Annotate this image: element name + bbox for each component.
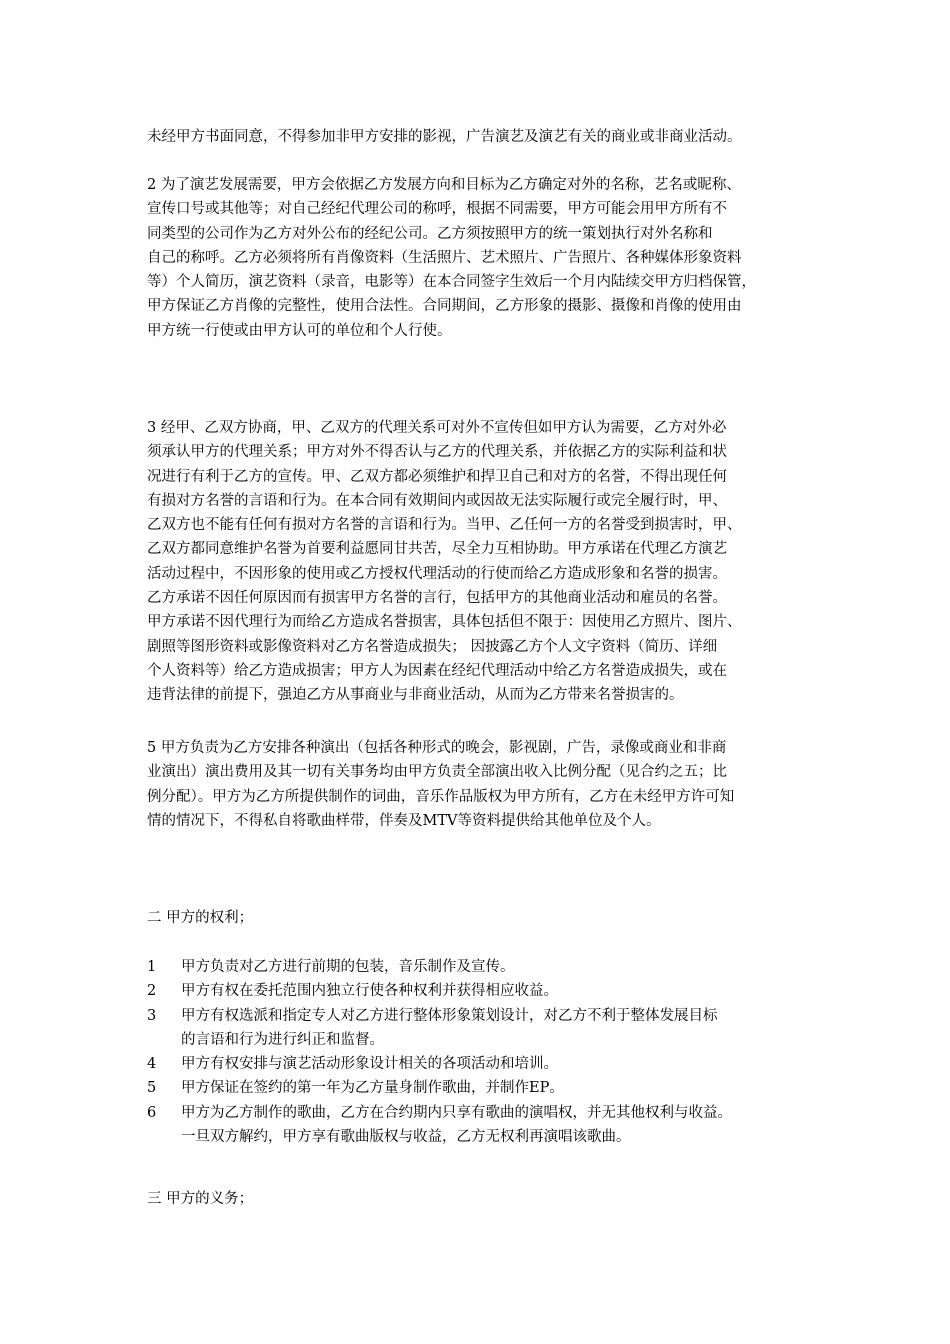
list-item <box>147 1101 827 1150</box>
clause-5-paragraph <box>147 736 827 833</box>
text-line: 自己的称呼。乙方必须将所有肖像资料（生活照片、艺术照片、广告照片、各种媒体形象资料 <box>147 249 742 266</box>
item-text: 一旦双方解约，甲方享有歌曲版权与收益，乙方无权利再演唱该歌曲。 <box>181 1129 631 1146</box>
clause-3-paragraph <box>147 416 827 708</box>
item-number: 4 <box>147 1056 157 1073</box>
item-number: 2 <box>147 983 157 1000</box>
list-item <box>147 979 827 1003</box>
text-line: 剧照等图形资料或影像资料对乙方名誉造成损失； 因披露乙方个人文字资料（简历、详细 <box>147 638 718 655</box>
text-line: 活动过程中，不因形象的使用或乙方授权代理活动的行使而给乙方造成形象和名誉的损害。 <box>147 565 727 582</box>
item-number: 1 <box>147 959 157 975</box>
text-line: 宣传口号或其他等；对自己经纪代理公司的称呼，根据不同需要，甲方可能会用甲方所有不 <box>147 201 727 218</box>
text-line: 等）个人简历，演艺资料（录音，电影等）在本合同签字生效后一个月内陆续交甲方归档保管， <box>147 274 756 291</box>
text-line: 甲方统一行使或由甲方认可的单位和个人行使。 <box>147 322 452 339</box>
rights-list <box>147 955 827 1149</box>
section-2-heading: 二 甲方的权利； <box>147 910 254 926</box>
item-text: 甲方有权安排与演艺活动形象设计相关的各项活动和培训。 <box>181 1056 558 1073</box>
section-3-heading: 三 甲方的义务； <box>147 1191 254 1207</box>
item-number: 6 <box>147 1104 157 1121</box>
text-line: 例分配）。甲方为乙方所提供制作的词曲，音乐作品版权为甲方所有，乙方在未经甲方许可知 <box>147 788 735 805</box>
text-line: 违背法律的前提下，强迫乙方从事商业与非商业活动，从而为乙方带来名誉损害的。 <box>147 687 684 704</box>
text-line: 同类型的公司作为乙方对外公布的经纪公司。乙方须按照甲方的统一策划执行对外名称和 <box>147 225 713 242</box>
text-line: 有损对方名誉的言语和行为。在本合同有效期间内或因故无法实际履行或完全履行时，甲、 <box>147 492 727 509</box>
item-text: 甲方有权在委托范围内独立行使各种权利并获得相应收益。 <box>181 983 558 1000</box>
list-item <box>147 1004 827 1053</box>
item-text: 甲方为乙方制作的歌曲，乙方在合约期内只享有歌曲的演唱权，并无其他权利与收益。 <box>181 1104 732 1121</box>
list-item <box>147 1076 827 1100</box>
text-line: 乙双方都同意维护名誉为首要利益愿同甘共苦，尽全力互相协助。甲方承诺在代理乙方演艺 <box>147 541 727 558</box>
item-text: 甲方有权选派和指定专人对乙方进行整体形象策划设计，对乙方不利于整体发展目标 <box>181 1007 718 1024</box>
text-line: 况进行有利于乙方的宣传。甲、乙双方都必须维护和捍卫自己和对方的名誉，不得出现任何 <box>147 468 727 485</box>
text-line: 5 甲方负责为乙方安排各种演出（包括各种形式的晚会，影视剧，广告，录像或商业和非商 <box>147 740 727 756</box>
text-line: 业演出）演出费用及其一切有关事务均由甲方负责全部演出收入比例分配（见合约之五；比 <box>147 764 727 781</box>
text-line: 个人资料等）给乙方造成损害；甲方人为因素在经纪代理活动中给乙方名誉造成损失，或在 <box>147 662 727 679</box>
list-item <box>147 1052 827 1076</box>
text-line: 须承认甲方的代理关系；甲方对外不得否认与乙方的代理关系，并依据乙方的实际利益和状 <box>147 444 727 461</box>
item-number: 5 <box>147 1080 157 1097</box>
list-item <box>147 955 827 979</box>
clause-2-paragraph <box>147 173 827 343</box>
item-text: 甲方负责对乙方进行前期的包装，音乐制作及宣传。 <box>181 959 515 975</box>
item-text: 甲方保证在签约的第一年为乙方量身制作歌曲，并制作EP。 <box>181 1080 564 1097</box>
text-line: 乙方承诺不因任何原因而有损害甲方名誉的言行，包括甲方的其他商业活动和雇员的名誉。 <box>147 590 727 607</box>
item-number: 3 <box>147 1007 157 1024</box>
text-line: 未经甲方书面同意，不得参加非甲方安排的影视，广告演艺及演艺有关的商业或非商业活动。 <box>147 129 742 145</box>
text-line: 甲方承诺不因代理行为而给乙方造成名誉损害，具体包括但不限于：因使用乙方照片、图片、 <box>147 614 742 631</box>
text-line: 情的情况下，不得私自将歌曲样带，伴奏及MTV等资料提供给其他单位及个人。 <box>147 812 661 829</box>
text-line: 3 经甲、乙双方协商，甲、乙双方的代理关系可对外不宣传但如甲方认为需要，乙方对外必 <box>147 420 727 436</box>
intro-paragraph <box>147 125 827 149</box>
text-line: 甲方保证乙方肖像的完整性，使用合法性。合同期间，乙方形象的摄影、摄像和肖像的使用由 <box>147 298 742 315</box>
text-line: 2 为了演艺发展需要，甲方会依据乙方发展方向和目标为乙方确定对外的名称，艺名或昵称、 <box>147 177 741 193</box>
item-text: 的言语和行为进行纠正和监督。 <box>181 1031 384 1048</box>
text-line: 乙双方也不能有任何有损对方名誉的言语和行为。当甲、乙任何一方的名誉受到损害时，甲、 <box>147 517 742 534</box>
